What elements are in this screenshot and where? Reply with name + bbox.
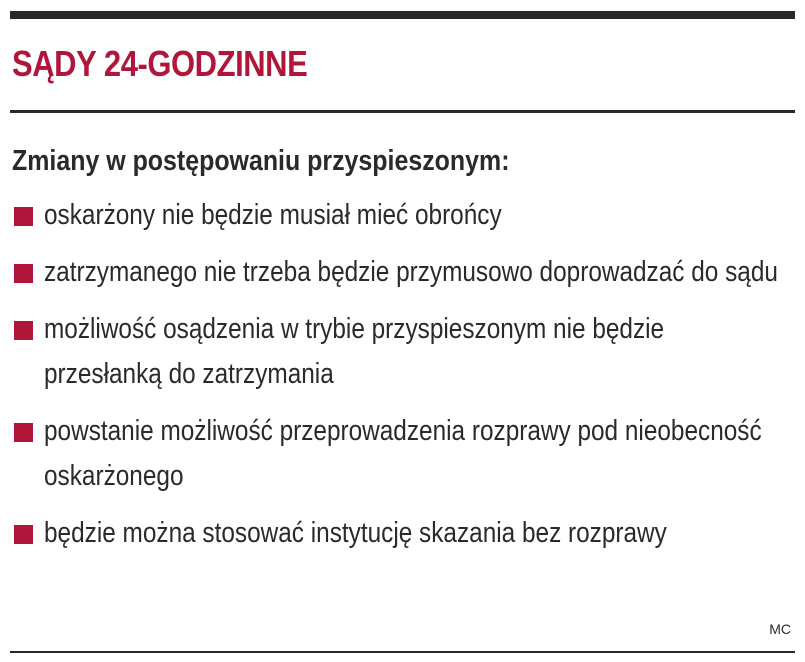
list-item xyxy=(12,409,792,499)
list-item-text: możliwość osądzenia w trybie przyspieszonym nie będzie przesłanką do zatrzymania xyxy=(44,313,665,390)
top-rule xyxy=(10,11,795,19)
author-credit: MC xyxy=(769,621,791,637)
list-item xyxy=(12,511,792,556)
list-item-text: powstanie możliwość przeprowadzenia rozprawy pod nieobecność oskarżonego xyxy=(44,415,762,492)
list-item xyxy=(12,193,792,238)
list-item-text: zatrzymanego nie trzeba będzie przymusowo doprowadzać do sądu xyxy=(44,256,778,288)
list-item-text: oskarżony nie będzie musiał mieć obrońcy xyxy=(44,199,502,231)
list-item-text: będzie można stosować instytucję skazania bez rozprawy xyxy=(44,517,667,549)
list-item xyxy=(12,307,792,397)
square-bullet-icon xyxy=(14,207,33,226)
square-bullet-icon xyxy=(14,321,33,340)
square-bullet-icon xyxy=(14,525,33,544)
infobox-title: SĄDY 24-GODZINNE xyxy=(12,43,308,84)
infobox-subtitle: Zmiany w postępowaniu przyspieszonym: xyxy=(12,145,510,177)
square-bullet-icon xyxy=(14,264,33,283)
changes-list xyxy=(12,193,792,568)
bottom-rule xyxy=(10,651,795,653)
title-divider xyxy=(10,110,795,113)
list-item xyxy=(12,250,792,295)
square-bullet-icon xyxy=(14,423,33,442)
